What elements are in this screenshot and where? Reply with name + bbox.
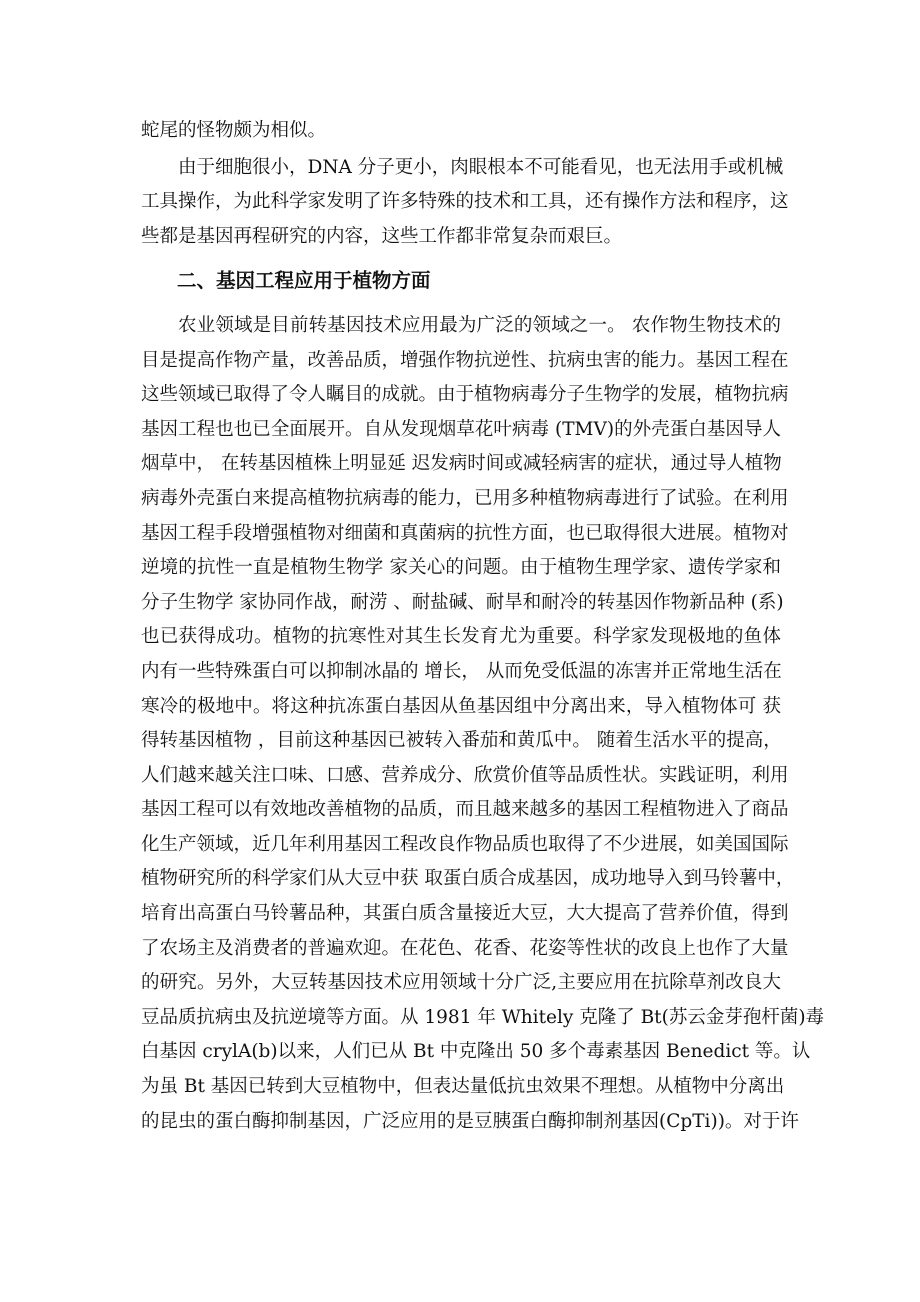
paragraph-line: 内有一些特殊蛋白可以抑制冰晶的 增长， 从而免受低温的冻害并正常地生活在 xyxy=(141,660,782,682)
paragraph-line: 寒冷的极地中。将这种抗冻蛋白基因从鱼基因组中分离出来，导入植物体可 获 xyxy=(141,695,781,717)
section-heading: 二、基因工程应用于植物方面 xyxy=(177,269,431,293)
paragraph-line: 农业领域是目前转基因技术应用最为广泛的领域之一。 农作物生物技术的 xyxy=(178,314,781,336)
paragraph-line: 基因工程可以有效地改善植物的品质，而且越来越多的基因工程植物进入了商品 xyxy=(141,799,789,821)
paragraph-line: 分子生物学 家协同作战，耐涝 、耐盐碱、耐旱和耐冷的转基因作物新品种 (系) xyxy=(141,591,784,613)
paragraph-line: 烟草中， 在转基因植株上明显延 迟发病时间或减轻病害的症状，通过导人植物 xyxy=(141,453,782,475)
paragraph-line: 蛇尾的怪物颇为相似。 xyxy=(141,120,327,141)
paragraph-line: 的昆虫的蛋白酶抑制基因，广泛应用的是豆胰蛋白酶抑制剂基因(CpTi))。对于许 xyxy=(141,1110,799,1132)
paragraph-line: 工具操作，为此科学家发明了许多特殊的技术和工具，还有操作方法和程序，这 xyxy=(141,191,789,213)
paragraph-line: 豆品质抗病虫及抗逆境等方面。从 1981 年 Whitely 克隆了 Bt(苏云金芽孢杆菌)毒 xyxy=(141,1006,825,1028)
paragraph-line: 目是提高作物产量，改善品质，增强作物抗逆性、抗病虫害的能力。基因工程在 xyxy=(141,349,789,371)
paragraph-line: 由于细胞很小，DNA 分子更小，肉眼根本不可能看见，也无法用手或机械 xyxy=(178,156,784,178)
paragraph-line: 也已获得成功。植物的抗寒性对其生长发育尤为重要。科学家发现极地的鱼体 xyxy=(141,626,781,648)
paragraph-line: 的研究。另外，大豆转基因技术应用领域十分广泛,主要应用在抗除草剂改良大 xyxy=(141,972,781,994)
paragraph-line: 病毒外壳蛋白来提高植物抗病毒的能力，已用多种植物病毒进行了试验。在利用 xyxy=(141,487,789,509)
paragraph-line: 这些领域已取得了令人瞩目的成就。由于植物病毒分子生物学的发展，植物抗病 xyxy=(141,384,789,406)
paragraph-3 xyxy=(141,309,825,1139)
paragraph-line: 了农场主及消费者的普遍欢迎。在花色、花香、花姿等性状的改良上也作了大量 xyxy=(141,937,789,959)
paragraph-line: 化生产领域，近几年利用基因工程改良作物品质也取得了不少进展，如美国国际 xyxy=(141,833,789,855)
paragraph-line: 基因工程也也已全面展开。自从发现烟草花叶病毒 (TMV)的外壳蛋白基因导人 xyxy=(141,418,781,440)
paragraph-line: 为虽 Bt 基因已转到大豆植物中，但表达量低抗虫效果不理想。从植物中分离出 xyxy=(141,1076,785,1098)
paragraph-1 xyxy=(141,114,781,149)
paragraph-line: 逆境的抗性一直是植物生物学 家关心的问题。由于植物生理学家、遗传学家和 xyxy=(141,557,781,579)
paragraph-line: 得转基因植物 ，目前这种基因已被转入番茄和黄瓜中。 随着生活水平的提高， xyxy=(141,730,782,752)
document-body xyxy=(141,114,825,1139)
paragraph-line: 白基因 crylA(b)以来，人们已从 Bt 中克隆出 50 多个毒素基因 Benedict 等。认 xyxy=(141,1041,811,1063)
paragraph-line: 植物研究所的科学家们从大豆中获 取蛋白质合成基因，成功地导入到马铃薯中， xyxy=(141,868,795,890)
paragraph-line: 人们越来越关注口味、口感、营养成分、欣赏价值等品质性状。实践证明，利用 xyxy=(141,764,789,786)
paragraph-2 xyxy=(141,151,789,255)
paragraph-line: 些都是基因再程研究的内容，这些工作都非常复杂而艰巨。 xyxy=(141,225,623,247)
paragraph-line: 培育出高蛋白马铃薯品种，其蛋白质含量接近大豆，大大提高了营养价值，得到 xyxy=(141,903,789,925)
paragraph-line: 基因工程手段增强植物对细菌和真菌病的抗性方面，也已取得很大进展。植物对 xyxy=(141,522,789,544)
